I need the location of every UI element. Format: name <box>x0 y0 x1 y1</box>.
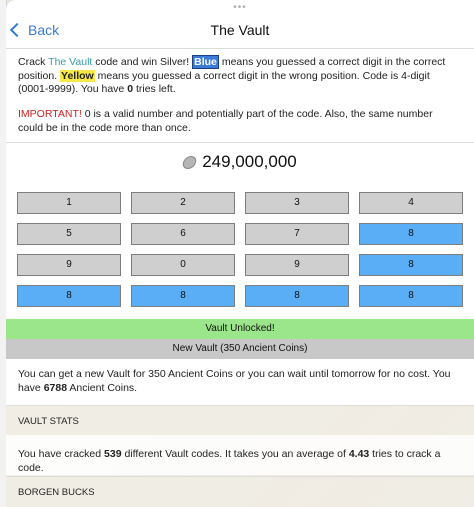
back-label: Back <box>28 22 60 38</box>
stats-text-3: tries to crack a code. <box>18 448 441 474</box>
new-vault-info <box>18 368 460 395</box>
guess-row <box>17 285 465 307</box>
sheet-grabber-icon[interactable]: ••• <box>233 2 247 13</box>
vault-stats-text <box>18 448 460 475</box>
new-vault-button[interactable]: New Vault (350 Ancient Coins) <box>6 339 474 359</box>
guess-cell: 9 <box>245 254 349 276</box>
intro-text-3: means you guessed a correct digit in the correct position. <box>18 56 446 82</box>
guess-cell-correct: 8 <box>359 223 463 245</box>
important-note <box>18 108 460 135</box>
guess-cell: 9 <box>17 254 121 276</box>
guess-cell-correct: 8 <box>131 285 235 307</box>
coin-amount: 249,000,000 <box>202 152 297 171</box>
new-vault-text-1: You can get a new Vault for 350 Ancient Coins or you can wait until tomorrow for no cost. You have <box>18 368 451 394</box>
average-tries: 4.43 <box>348 448 370 460</box>
page-title: The Vault <box>210 22 270 38</box>
guess-cell-correct: 8 <box>359 254 463 276</box>
intro-text-2: code and win Silver! <box>92 56 193 68</box>
stats-text-1: You have cracked <box>18 448 105 460</box>
borgen-bucks-header <box>6 476 474 507</box>
guess-cell-correct: 8 <box>359 285 463 307</box>
guess-grid <box>17 192 465 316</box>
guess-cell: 0 <box>131 254 235 276</box>
guess-cell: 7 <box>245 223 349 245</box>
blue-legend: Blue <box>194 56 217 68</box>
guess-cell: 4 <box>359 192 463 214</box>
important-text: 0 is a valid number and potentially part of the code. Also, the same number could be in the code more than once. <box>18 108 433 134</box>
vault-unlocked-banner: Vault Unlocked! <box>6 319 474 339</box>
navigation-bar <box>6 14 474 49</box>
guess-cell-correct: 8 <box>245 285 349 307</box>
cracked-count: 539 <box>104 448 122 460</box>
guess-cell: 2 <box>131 192 235 214</box>
ancient-coins-count: 6788 <box>43 381 68 394</box>
vault-sheet <box>6 0 474 507</box>
stats-text-2: different Vault codes. It takes you an average of <box>121 448 349 460</box>
vault-stats-header <box>6 405 474 436</box>
guess-row <box>17 192 465 214</box>
new-vault-text-2: Ancient Coins. <box>67 381 138 394</box>
guess-row <box>17 223 465 245</box>
guess-cell: 1 <box>17 192 121 214</box>
coin-icon <box>181 156 197 169</box>
yellow-legend: Yellow <box>61 69 94 82</box>
tries-left-count: 0 <box>127 83 134 95</box>
divider <box>6 142 474 143</box>
coin-balance <box>6 152 474 172</box>
important-label: IMPORTANT! <box>18 108 82 120</box>
guess-cell: 5 <box>17 223 121 245</box>
intro-text-1: Crack <box>18 56 49 68</box>
vault-stats-heading: VAULT STATS <box>18 416 79 427</box>
guess-cell: 3 <box>245 192 349 214</box>
borgen-bucks-heading: BORGEN BUCKS <box>18 487 95 498</box>
vault-name: The Vault <box>48 56 93 68</box>
intro-text-5: tries left. <box>133 83 176 95</box>
guess-row <box>17 254 465 276</box>
instructions-text <box>18 56 460 97</box>
intro-text-4: means you guessed a correct digit in the wrong position. Code is 4-digit (0001-9999). You have <box>18 69 430 95</box>
guess-cell-correct: 8 <box>17 285 121 307</box>
guess-cell: 6 <box>131 223 235 245</box>
